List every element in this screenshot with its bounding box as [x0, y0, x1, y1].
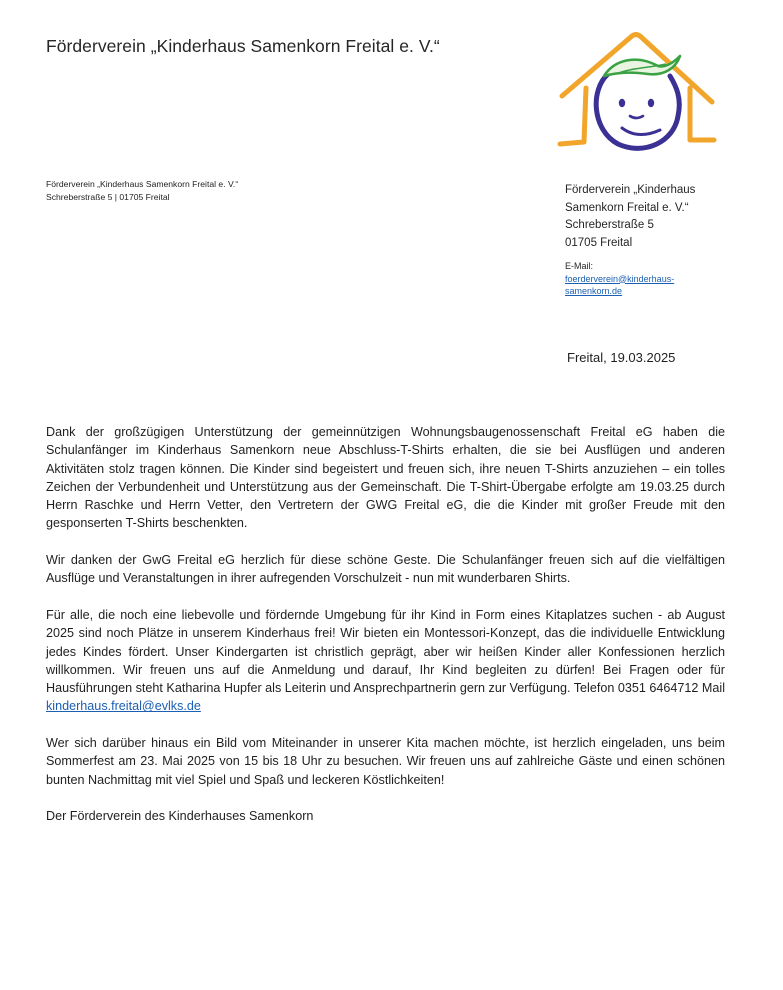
address-line: Förderverein „Kinderhaus: [565, 184, 696, 196]
email-label: E-Mail:: [565, 261, 594, 271]
letter-date: Freital, 19.03.2025: [567, 350, 676, 365]
kinderhaus-logo-icon: [556, 32, 722, 154]
paragraph-summer-festival: Wer sich darüber hinaus ein Bild vom Miteinander in unserer Kita machen möchte, ist herzlich eingeladen, uns beim Sommerfest am 23. Mai 2025 von 15 bis 18 Uhr zu besuchen. Wir freuen uns auf zahlreiche Gäste und einen schönen bunten Nachmittag mit viel Spiel und Spaß und leckeren Köstlichkeiten!: [46, 736, 725, 787]
address-line: 01705 Freital: [565, 236, 633, 249]
sender-name: Förderverein „Kinderhaus Samenkorn Freital e. V.“: [46, 179, 239, 189]
page-title: Förderverein „Kinderhaus Samenkorn Freital e. V.“: [46, 36, 440, 56]
email-link-line2: samenkorn.de: [565, 286, 623, 296]
email-block: [565, 260, 674, 298]
address-line: Samenkorn Freital e. V.“: [565, 201, 689, 214]
paragraph-thanks: Wir danken der GwG Freital eG herzlich für diese schöne Geste. Die Schulanfänger freuen sich auf die vielfältigen Ausflüge und Veranstaltungen in ihrer aufregenden Vorschulzeit - nun mit wunderbaren Shirts.: [46, 553, 725, 586]
paragraph-sponsorship: Dank der großzügigen Unterstützung der gemeinnützigen Wohnungsbaugenossenschaft Freital eG haben die Schulanfänger im Kinderhaus Samenkorn neue Abschluss-T-Shirts erhalten, die sie bei Ausflügen und anderen Aktivitäten stolz tragen können. Die Kinder sind begeistert und freuen sich, ihre neuen T-Shirts anzuziehen – ein tolles Zeichen der Verbundenheit und Unterstützung aus der Gemeinschaft. Die T-Shirt-Übergabe erfolgte am 19.03.25 durch Herrn Raschke und Herrn Vetter, den Vertretern der GWG Freital eG, die die Kinder mit großer Freude mit den gesponserten T-Shirts beschenkten.: [46, 425, 725, 531]
email-link[interactable]: [565, 274, 674, 297]
letter-body: [46, 423, 725, 844]
contact-address-block: [565, 182, 695, 252]
signature: Der Förderverein des Kinderhauses Samenkorn: [46, 809, 314, 824]
paragraph-enrollment-text: Für alle, die noch eine liebevolle und fördernde Umgebung für ihr Kind in Form eines Kitaplatzes suchen - ab August 2025 sind noch Plätze in unserem Kinderhaus frei! Wir bieten ein Montessori-Konzept, das die individuelle Entwicklung jedes Kindes fördert. Unser Kindergarten ist christlich geprägt, aber wir heißen Kinder aller Konfessionen herzlich willkommen. Wir freuen uns auf die Anmeldung und darauf, Ihr Kind begleiten zu dürfen! Bei Fragen oder für Hausführungen steht Katharina Hupfer als Leiterin und Ansprechpartnerin gern zur Verfügung. Telefon 0351 6464712 Mail: [46, 607, 725, 696]
kita-email-link[interactable]: kinderhaus.freital@evlks.de: [46, 699, 201, 714]
paragraph-enrollment: [46, 606, 725, 716]
sender-address-line: [46, 178, 238, 203]
sender-street-city: Schreberstraße 5 | 01705 Freital: [46, 191, 170, 202]
address-line: Schreberstraße 5: [565, 219, 654, 231]
email-link-line1: foerderverein@kinderhaus-: [565, 273, 675, 284]
